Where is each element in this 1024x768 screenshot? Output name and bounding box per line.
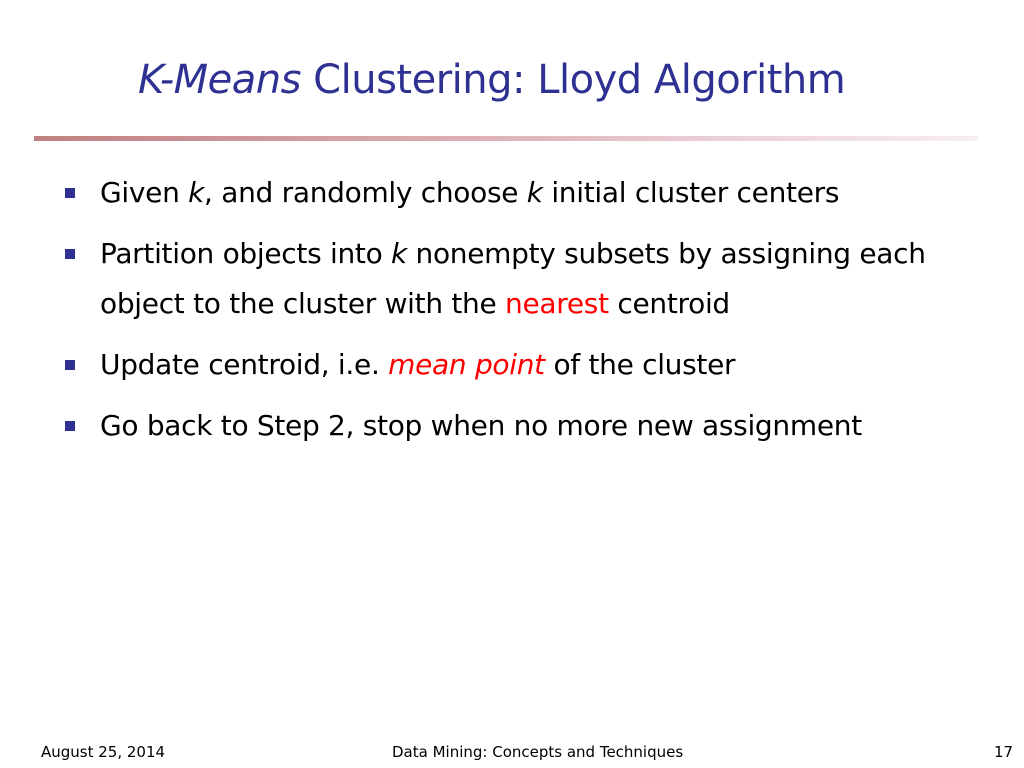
bullet-text-part-highlight-italic: mean point	[388, 348, 545, 381]
bullet-square-icon	[65, 249, 75, 259]
bullet-list	[60, 168, 960, 462]
bullet-text-part: of the cluster	[544, 348, 736, 381]
bullet-text-part-italic: k	[526, 176, 543, 209]
bullet-square-icon	[65, 360, 75, 370]
bullet-text-part: Update centroid, i.e.	[100, 348, 389, 381]
bullet-text-part: Go back to Step 2, stop when no more new assignment	[100, 409, 862, 442]
bullet-item	[60, 340, 960, 390]
page-number: 17	[994, 743, 1014, 761]
bullet-item	[60, 229, 960, 329]
bullet-text-part: nonempty subsets by assigning each object to the cluster with the	[100, 237, 926, 320]
bullet-text-part-italic: k	[188, 176, 205, 209]
slide-title-rest: Clustering: Lloyd Algorithm	[300, 57, 846, 103]
bullet-text	[100, 409, 862, 442]
bullet-item	[60, 168, 960, 218]
bullet-text-part-highlight: nearest	[505, 287, 609, 320]
bullet-text	[100, 348, 735, 381]
slide-title	[138, 52, 845, 108]
bullet-text	[100, 176, 839, 209]
footer-title: Data Mining: Concepts and Techniques	[392, 743, 684, 761]
bullet-text-part: centroid	[608, 287, 730, 320]
bullet-item	[60, 401, 960, 451]
footer-date: August 25, 2014	[41, 743, 166, 761]
bullet-square-icon	[65, 421, 75, 431]
bullet-text-part: Given	[100, 176, 189, 209]
bullet-square-icon	[65, 188, 75, 198]
bullet-text-part-italic: k	[391, 237, 407, 270]
bullet-text-part: , and randomly choose	[204, 176, 527, 209]
slide-title-italic: K-Means	[138, 57, 301, 103]
title-divider	[34, 136, 978, 141]
bullet-text	[100, 237, 926, 320]
bullet-text-part: Partition objects into	[100, 237, 391, 270]
bullet-text-part: initial cluster centers	[542, 176, 840, 209]
